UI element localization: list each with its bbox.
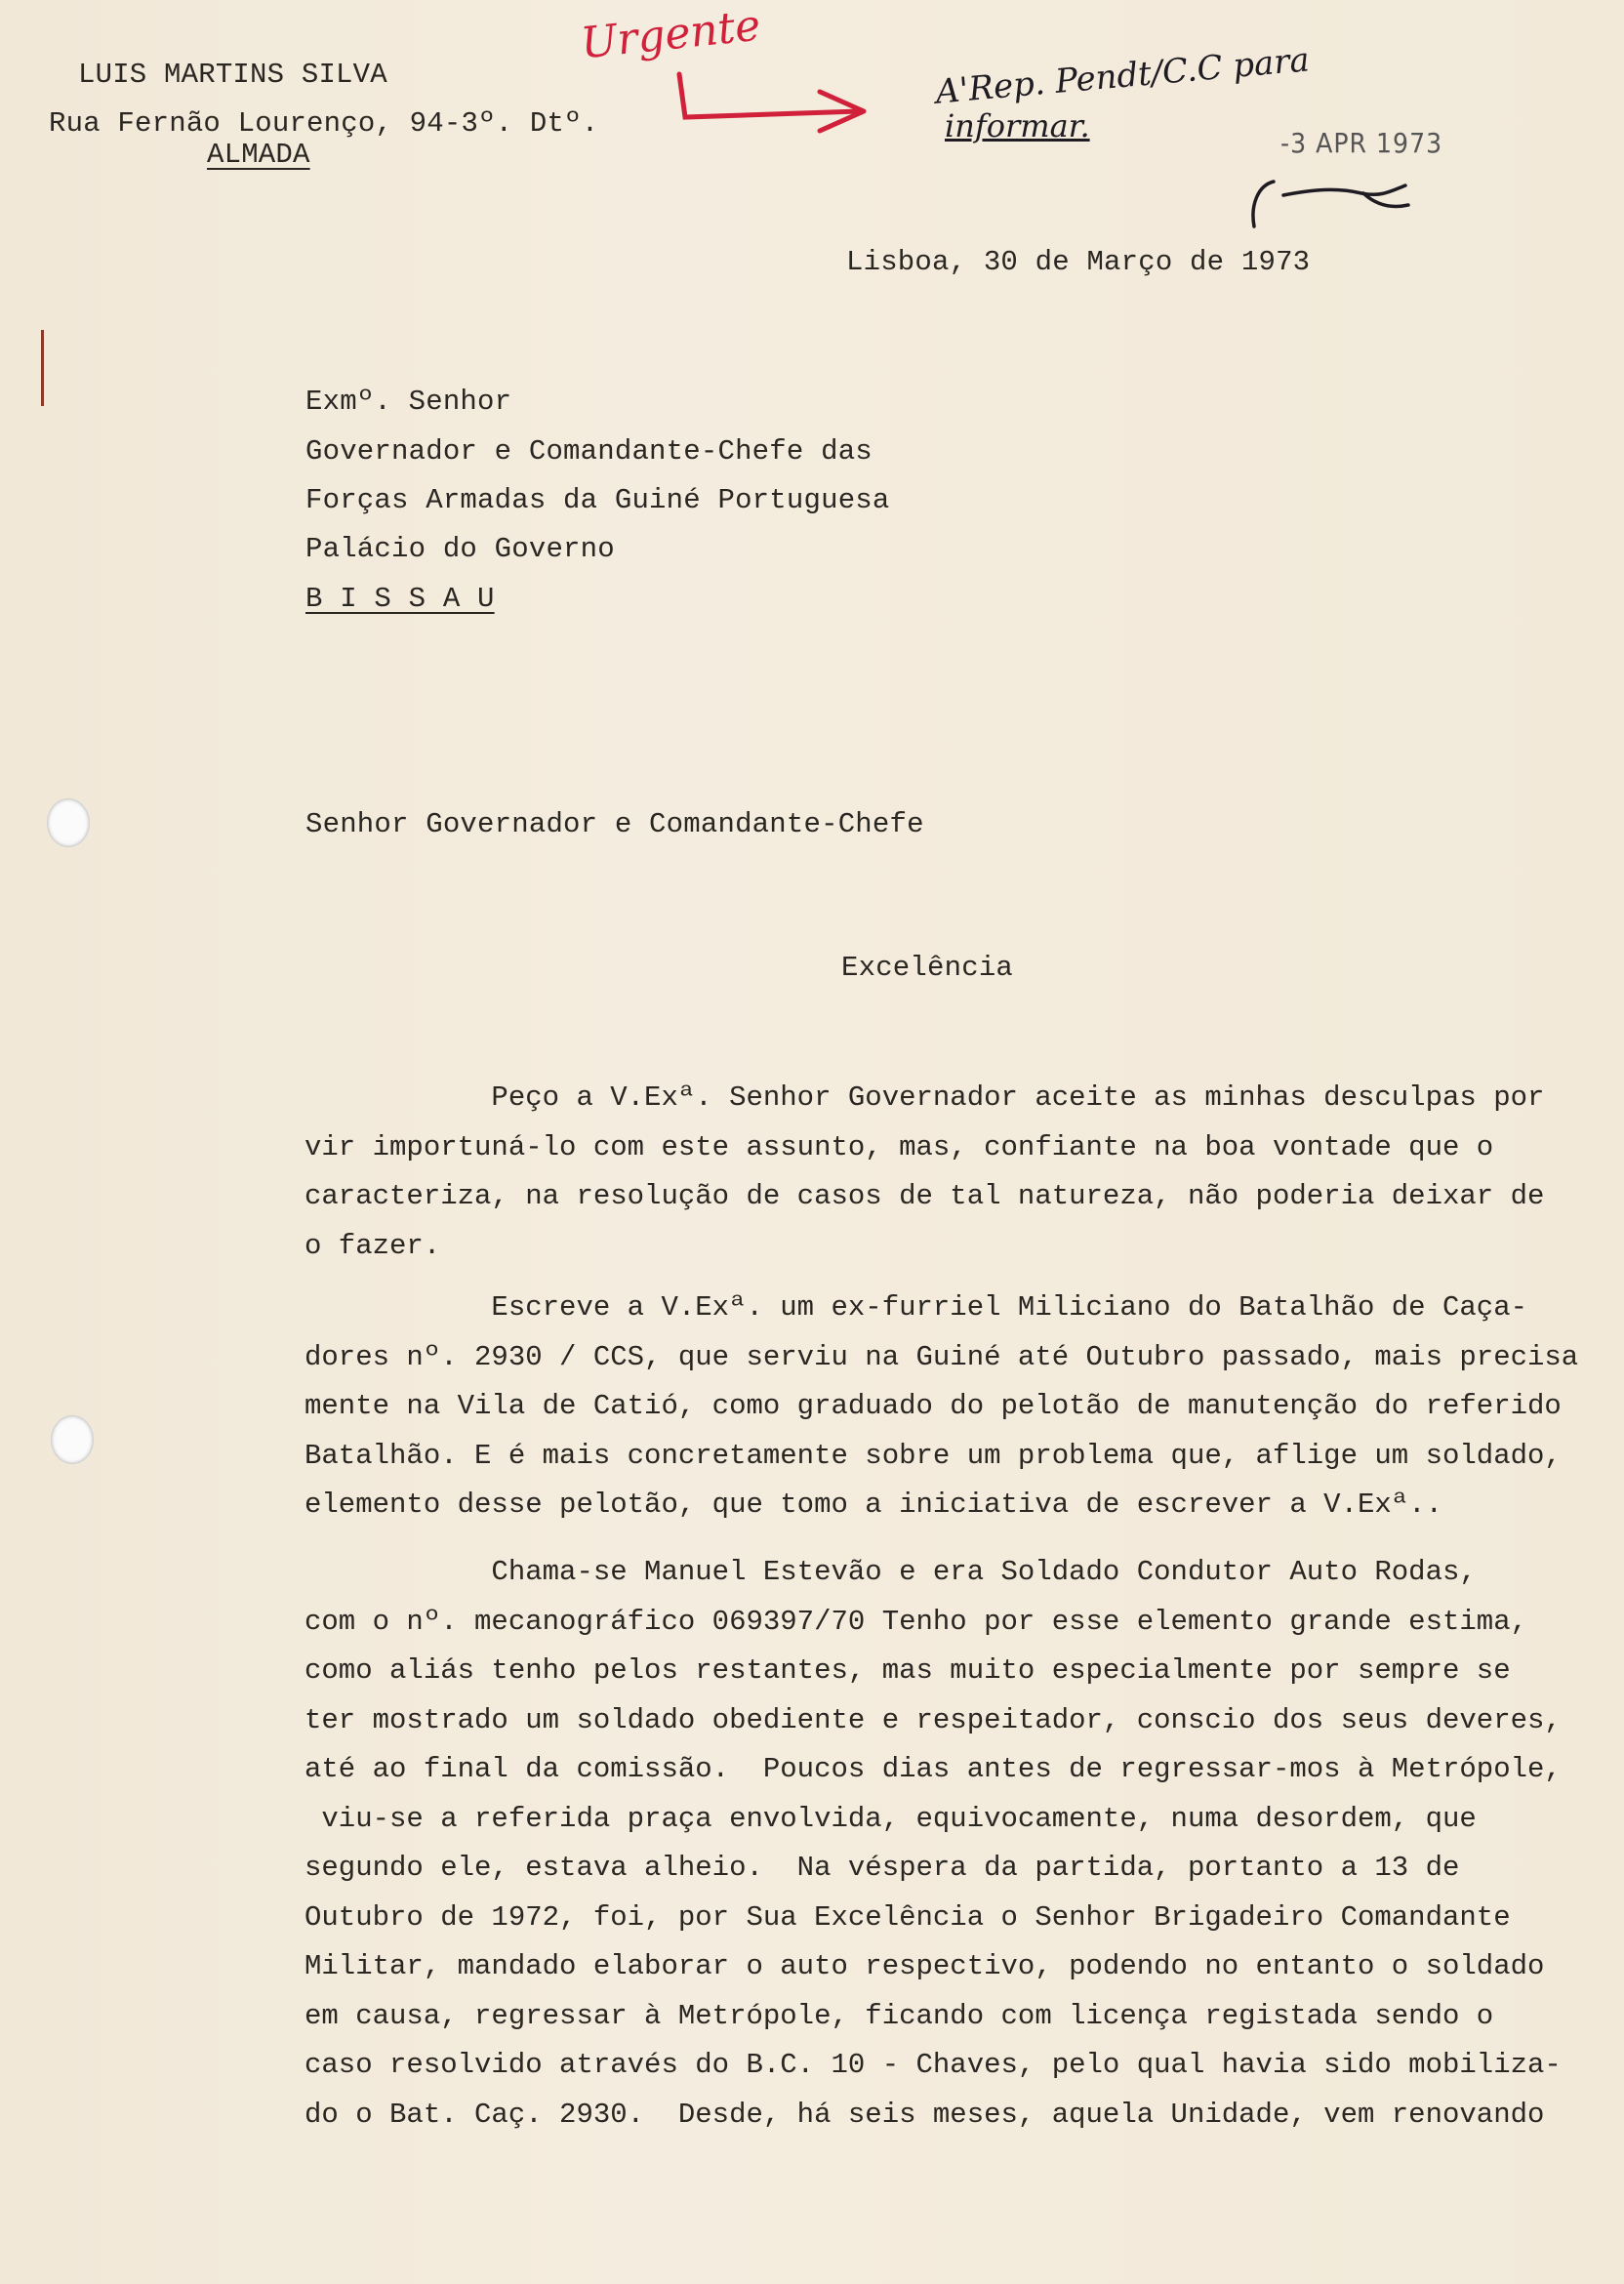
text-line: Chama-se Manuel Estevão e era Soldado Condutor Auto Rodas, bbox=[304, 1556, 1477, 1588]
text-line: segundo ele, estava alheio. Na véspera da partida, portanto a 13 de bbox=[304, 1852, 1460, 1884]
punch-hole bbox=[47, 798, 90, 847]
text-line: do o Bat. Caç. 2930. Desde, há seis meses, aquela Unidade, vem renovando bbox=[304, 2098, 1545, 2131]
routing-note-line1: A'Rep. Pendt/C.C para bbox=[933, 40, 1312, 112]
text-line: Militar, mandado elaborar o auto respectivo, podendo no entanto o soldado bbox=[304, 1950, 1545, 1982]
text-line: vir importuná-lo com este assunto, mas, confiante na boa vontade que o bbox=[304, 1130, 1494, 1163]
routing-note-line2: informar. bbox=[945, 107, 1090, 144]
body-paragraph-3 bbox=[304, 1548, 1593, 2140]
place-date: Lisboa, 30 de Março de 1973 bbox=[846, 246, 1311, 278]
text-line: Batalhão. E é mais concretamente sobre um problema que, aflige um soldado, bbox=[304, 1439, 1562, 1472]
text-line: até ao final da comissão. Poucos dias antes de regressar-mos à Metrópole, bbox=[304, 1753, 1562, 1785]
text-line: em causa, regressar à Metrópole, ficando com licença registada sendo o bbox=[304, 1999, 1494, 2032]
recipient-line-2: Governador e Comandante-Chefe das bbox=[305, 435, 873, 468]
red-arrow-icon bbox=[673, 70, 878, 139]
text-line: ter mostrado um soldado obediente e respeitador, conscio dos seus deveres, bbox=[304, 1703, 1562, 1736]
text-line: viu-se a referida praça envolvida, equivocamente, numa desordem, que bbox=[304, 1802, 1477, 1835]
text-line: Outubro de 1972, foi, por Sua Excelência o Senhor Brigadeiro Comandante bbox=[304, 1900, 1511, 1934]
body-paragraph-2 bbox=[304, 1284, 1593, 1530]
text-line: Escreve a V.Exª. um ex-furriel Miliciano do Batalhão de Caça- bbox=[304, 1291, 1528, 1324]
recipient-city: B I S S A U bbox=[305, 583, 495, 615]
margin-mark bbox=[41, 330, 44, 406]
urgent-annotation: Urgente bbox=[578, 0, 763, 69]
body-paragraph-1 bbox=[304, 1074, 1593, 1271]
received-date-stamp: -3 APR 1973 bbox=[1280, 127, 1443, 159]
recipient-line-4: Palácio do Governo bbox=[305, 533, 615, 565]
text-line: caracteriza, na resolução de casos de tal natureza, não poderia deixar de bbox=[304, 1180, 1545, 1212]
greeting: Excelência bbox=[841, 952, 1014, 984]
text-line: como aliás tenho pelos restantes, mas muito especialmente por sempre se bbox=[304, 1654, 1511, 1687]
initials-signature bbox=[1244, 166, 1420, 234]
punch-hole bbox=[51, 1415, 94, 1464]
text-line: dores nº. 2930 / CCS, que serviu na Guiné até Outubro passado, mais precisa bbox=[304, 1340, 1579, 1373]
sender-street: Rua Fernão Lourenço, 94-3º. Dtº. bbox=[49, 107, 599, 140]
recipient-line-1: Exmº. Senhor bbox=[305, 386, 512, 418]
text-line: elemento desse pelotão, que tomo a iniciativa de escrever a V.Exª.. bbox=[304, 1489, 1442, 1521]
sender-city: ALMADA bbox=[207, 139, 310, 171]
text-line: Peço a V.Exª. Senhor Governador aceite as minhas desculpas por bbox=[304, 1081, 1545, 1114]
text-line: mente na Vila de Catió, como graduado do pelotão de manutenção do referido bbox=[304, 1390, 1562, 1422]
recipient-line-3: Forças Armadas da Guiné Portuguesa bbox=[305, 484, 890, 516]
text-line: o fazer. bbox=[304, 1229, 441, 1262]
text-line: com o nº. mecanográfico 069397/70 Tenho por esse elemento grande estima, bbox=[304, 1605, 1528, 1638]
sender-name: LUIS MARTINS SILVA bbox=[78, 59, 387, 91]
salutation: Senhor Governador e Comandante-Chefe bbox=[305, 808, 924, 840]
text-line: caso resolvido através do B.C. 10 - Chaves, pelo qual havia sido mobiliza- bbox=[304, 2049, 1562, 2081]
